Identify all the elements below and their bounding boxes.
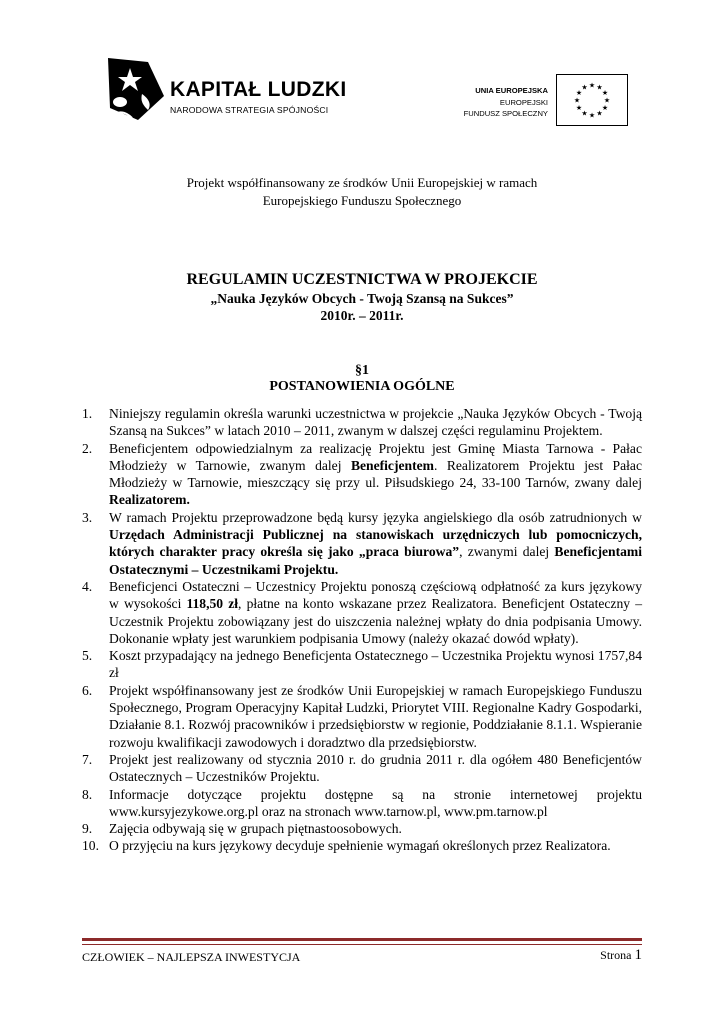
list-item-text: Beneficjenci Ostateczni – Uczestnicy Projektu ponoszą częściową odpłatność za kurs językowy w wysokości [109,578,642,612]
eu-star-icon: ★ [596,83,603,92]
list-item-bold-text: Beneficjentami Ostatecznymi – Uczestnikami Projektu. [109,544,642,577]
list-item-text: Zajęcia odbywają się w grupach piętnastoosobowych. [109,821,402,837]
list-item [82,751,642,786]
list-item-number: 5. [82,648,93,664]
footer-rule-thin [82,944,642,945]
list-item-bold-text: Realizatorem. [109,492,190,508]
list-item-number: 2. [82,440,93,456]
list-item-text: . Realizatorem Projektu jest Pałac Młodzieży w Tarnowie, mieszczący się przy ul. Piłsudskiego 24, 33-100 Tarnów, zwany dalej [109,457,642,491]
list-item-number: 3. [82,509,93,525]
list-item-text: , płatne na konto wskazane przez Realizatora. Beneficjent Ostateczny – Uczestnik Projektu zobowiązany jest do uiszczenia należnej wpłaty do dnia podpisania Umowy. Dokonanie wpłaty jest warunkiem podpisania Umowy (należy okazać dowód wpłaty). [109,596,642,646]
project-name: „Nauka Języków Obcych - Twoją Szansą na Sukces” [210,291,514,306]
eu-line-3: FUNDUSZ SPOŁECZNY [463,109,548,118]
page-label: Strona [600,948,632,962]
project-years: 2010r. – 2011r. [320,308,404,323]
list-item-number: 7. [82,751,93,767]
eu-star-icon: ★ [573,96,581,105]
eu-star-icon: ★ [596,109,603,118]
list-item [82,786,642,821]
section-heading: POSTANOWIENIA OGÓLNE [269,379,455,394]
eu-star-icon: ★ [603,96,611,105]
eu-star-icon: ★ [601,104,609,112]
list-item-bold-text: Urzędach Administracji Publicznej na stanowiskach urzędniczych lub pomocniczych, których charakter pracy określa się jako „praca biurowa” [109,527,642,560]
page-number: 1 [634,947,642,963]
list-item-number: 4. [82,578,93,594]
page-indicator [600,947,642,964]
footer-rule [82,938,642,941]
eu-star-icon: ★ [588,81,596,90]
eu-star-icon: ★ [588,111,596,120]
eu-line-2: EUROPEJSKI [499,98,548,107]
document-title: REGULAMIN UCZESTNICTWA W PROJEKCIE [186,271,538,288]
eu-line-1: UNIA EUROPEJSKA [475,86,548,95]
eu-star-icon: ★ [575,89,583,97]
section-header [0,363,724,395]
list-item-bold-text: 118,50 zł [186,596,239,612]
list-item [82,440,642,509]
list-item [82,837,642,854]
list-item [82,820,642,837]
eu-star-icon: ★ [601,89,609,97]
logo-subtitle: NARODOWA STRATEGIA SPÓJNOŚCI [170,105,329,115]
list-item-number: 6. [82,682,93,698]
list-item-number: 9. [82,821,93,837]
cofunding-line-2: Europejskiego Funduszu Społecznego [262,193,462,208]
list-item-number: 8. [82,786,93,802]
list-item [82,647,642,682]
cofunding-note [0,174,724,210]
list-item [82,509,642,578]
list-item-text: O przyjęciu na kurs językowy decyduje spełnienie wymagań określonych przez Realizatora. [109,838,611,854]
list-item-bold-text: Beneficjentem [350,457,434,473]
list-item-text: Koszt przypadający na jednego Beneficjenta Ostatecznego – Uczestnika Projektu wynosi 1757,84 zł [109,648,642,681]
list-item-number: 10. [82,838,99,854]
document-title-block [0,270,724,324]
list-item [82,682,642,751]
list-item-text: Informacje dotyczące projektu dostępne są na stronie internetowej projektu www.kursyjezykowe.org.pl oraz na stronach www.tarnow.pl, www.pm.tarnow.pl [109,786,642,819]
eu-star-icon: ★ [581,83,588,92]
list-item-text: Beneficjentem odpowiedzialnym za realizację Projektu jest Gminę Miasta Tarnowa - Pałac Młodzieży w Tarnowie, zwanym dalej [109,440,642,473]
eu-logo [452,74,632,130]
section-number: §1 [355,363,369,378]
list-item-text: Projekt jest realizowany od stycznia 2010 r. do grudnia 2011 r. dla ogółem 480 Beneficjentów Ostatecznych – Uczestników Projektu. [109,751,642,785]
eu-star-icon: ★ [581,109,588,118]
rules-list [82,405,642,855]
kapital-ludzki-logo [108,58,348,128]
list-item-text: Projekt współfinansowany jest ze środków Unii Europejskiej w ramach Europejskiego Funduszu Społecznego, Program Operacyjny Kapitał Ludzki, Priorytet VIII. Regionalne Kadry Gospodarki, Działanie 8.1. Rozwój pracowników i przedsiębiorstw w regionie, Poddziałanie 8.1.1. Wspieranie rozwoju kwalifikacji zawodowych i doradztwo dla przedsiębiorstw. [109,682,642,750]
list-item-text: Niniejszy regulamin określa warunki uczestnictwa w projekcie „Nauka Języków Obcych - Twoją Szansą na Sukces” w latach 2010 – 2011, zwanym w dalszej części regulaminu Projektem. [109,406,642,439]
list-item-number: 1. [82,406,93,421]
eu-flag-icon [556,74,628,126]
footer-slogan: CZŁOWIEK – NAJLEPSZA INWESTYCJA [82,950,301,964]
kapital-ludzki-emblem-icon [108,58,164,120]
eu-star-icon: ★ [575,104,583,112]
list-item [82,405,642,440]
logo-title: KAPITAŁ LUDZKI [170,78,347,101]
list-item [82,578,642,647]
list-item-text: W ramach Projektu przeprowadzone będą kursy języka angielskiego dla osób zatrudnionych w [109,509,642,525]
cofunding-line-1: Projekt współfinansowany ze środków Unii Europejskiej w ramach [186,175,538,190]
list-item-text: , zwanymi dalej [459,544,555,560]
